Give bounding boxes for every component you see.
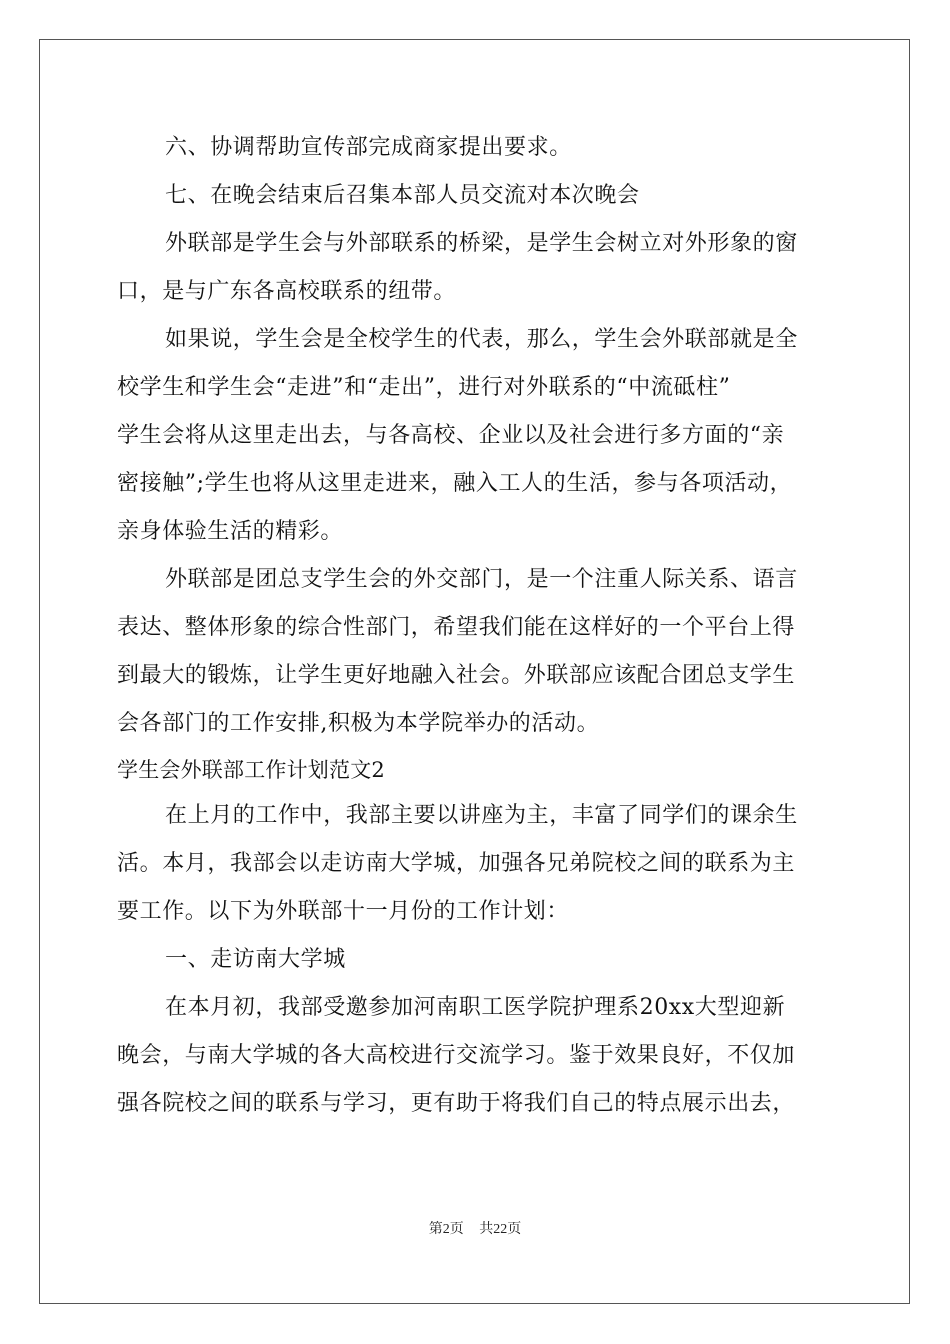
paragraph-line: 会各部门的工作安排,积极为本学院举办的活动。 xyxy=(117,711,600,736)
document-body xyxy=(117,124,835,1128)
paragraph-line: 如果说，学生会是全校学生的代表，那么，学生会外联部就是全 xyxy=(165,327,798,352)
section-heading: 学生会外联部工作计划范文2 xyxy=(117,758,385,782)
page-number: 第2页 xyxy=(428,1222,464,1237)
paragraph-line: 密接触”;学生也将从这里走进来，融入工人的生活，参与各项活动， xyxy=(117,471,793,496)
paragraph-line: 亲身体验生活的精彩。 xyxy=(117,519,344,544)
paragraph-line: 表达、整体形象的综合性部门，希望我们能在这样好的一个平台上得 xyxy=(117,615,796,640)
list-heading: 一、走访南大学城 xyxy=(165,947,346,972)
paragraph-line: 校学生和学生会“走进”和“走出”，进行对外联系的“中流砥柱” xyxy=(117,375,731,400)
paragraph-line: 六、协调帮助宣传部完成商家提出要求。 xyxy=(165,135,572,160)
paragraph-line: 晚会，与南大学城的各大高校进行交流学习。鉴于效果良好，不仅加 xyxy=(117,1043,796,1068)
paragraph-line: 外联部是团总支学生会的外交部门，是一个注重人际关系、语言 xyxy=(165,567,798,592)
paragraph-line: 要工作。以下为外联部十一月份的工作计划： xyxy=(117,899,570,924)
paragraph-line: 七、在晚会结束后召集本部人员交流对本次晚会 xyxy=(165,183,640,208)
paragraph-line: 外联部是学生会与外部联系的桥梁，是学生会树立对外形象的窗 xyxy=(165,231,798,256)
paragraph-line: 在本月初，我部受邀参加河南职工医学院护理系20xx大型迎新 xyxy=(165,995,786,1020)
paragraph-line: 学生会将从这里走出去，与各高校、企业以及社会进行多方面的“亲 xyxy=(117,423,785,448)
page-total: 共22页 xyxy=(479,1222,522,1237)
paragraph-line: 在上月的工作中，我部主要以讲座为主，丰富了同学们的课余生 xyxy=(165,803,798,828)
paragraph-line: 活。本月，我部会以走访南大学城，加强各兄弟院校之间的联系为主 xyxy=(117,851,796,876)
page-footer xyxy=(0,1218,950,1238)
paragraph-line: 口，是与广东各高校联系的纽带。 xyxy=(117,279,457,304)
paragraph-line: 强各院校之间的联系与学习，更有助于将我们自己的特点展示出去， xyxy=(117,1091,796,1116)
paragraph-line: 到最大的锻炼，让学生更好地融入社会。外联部应该配合团总支学生 xyxy=(117,663,796,688)
